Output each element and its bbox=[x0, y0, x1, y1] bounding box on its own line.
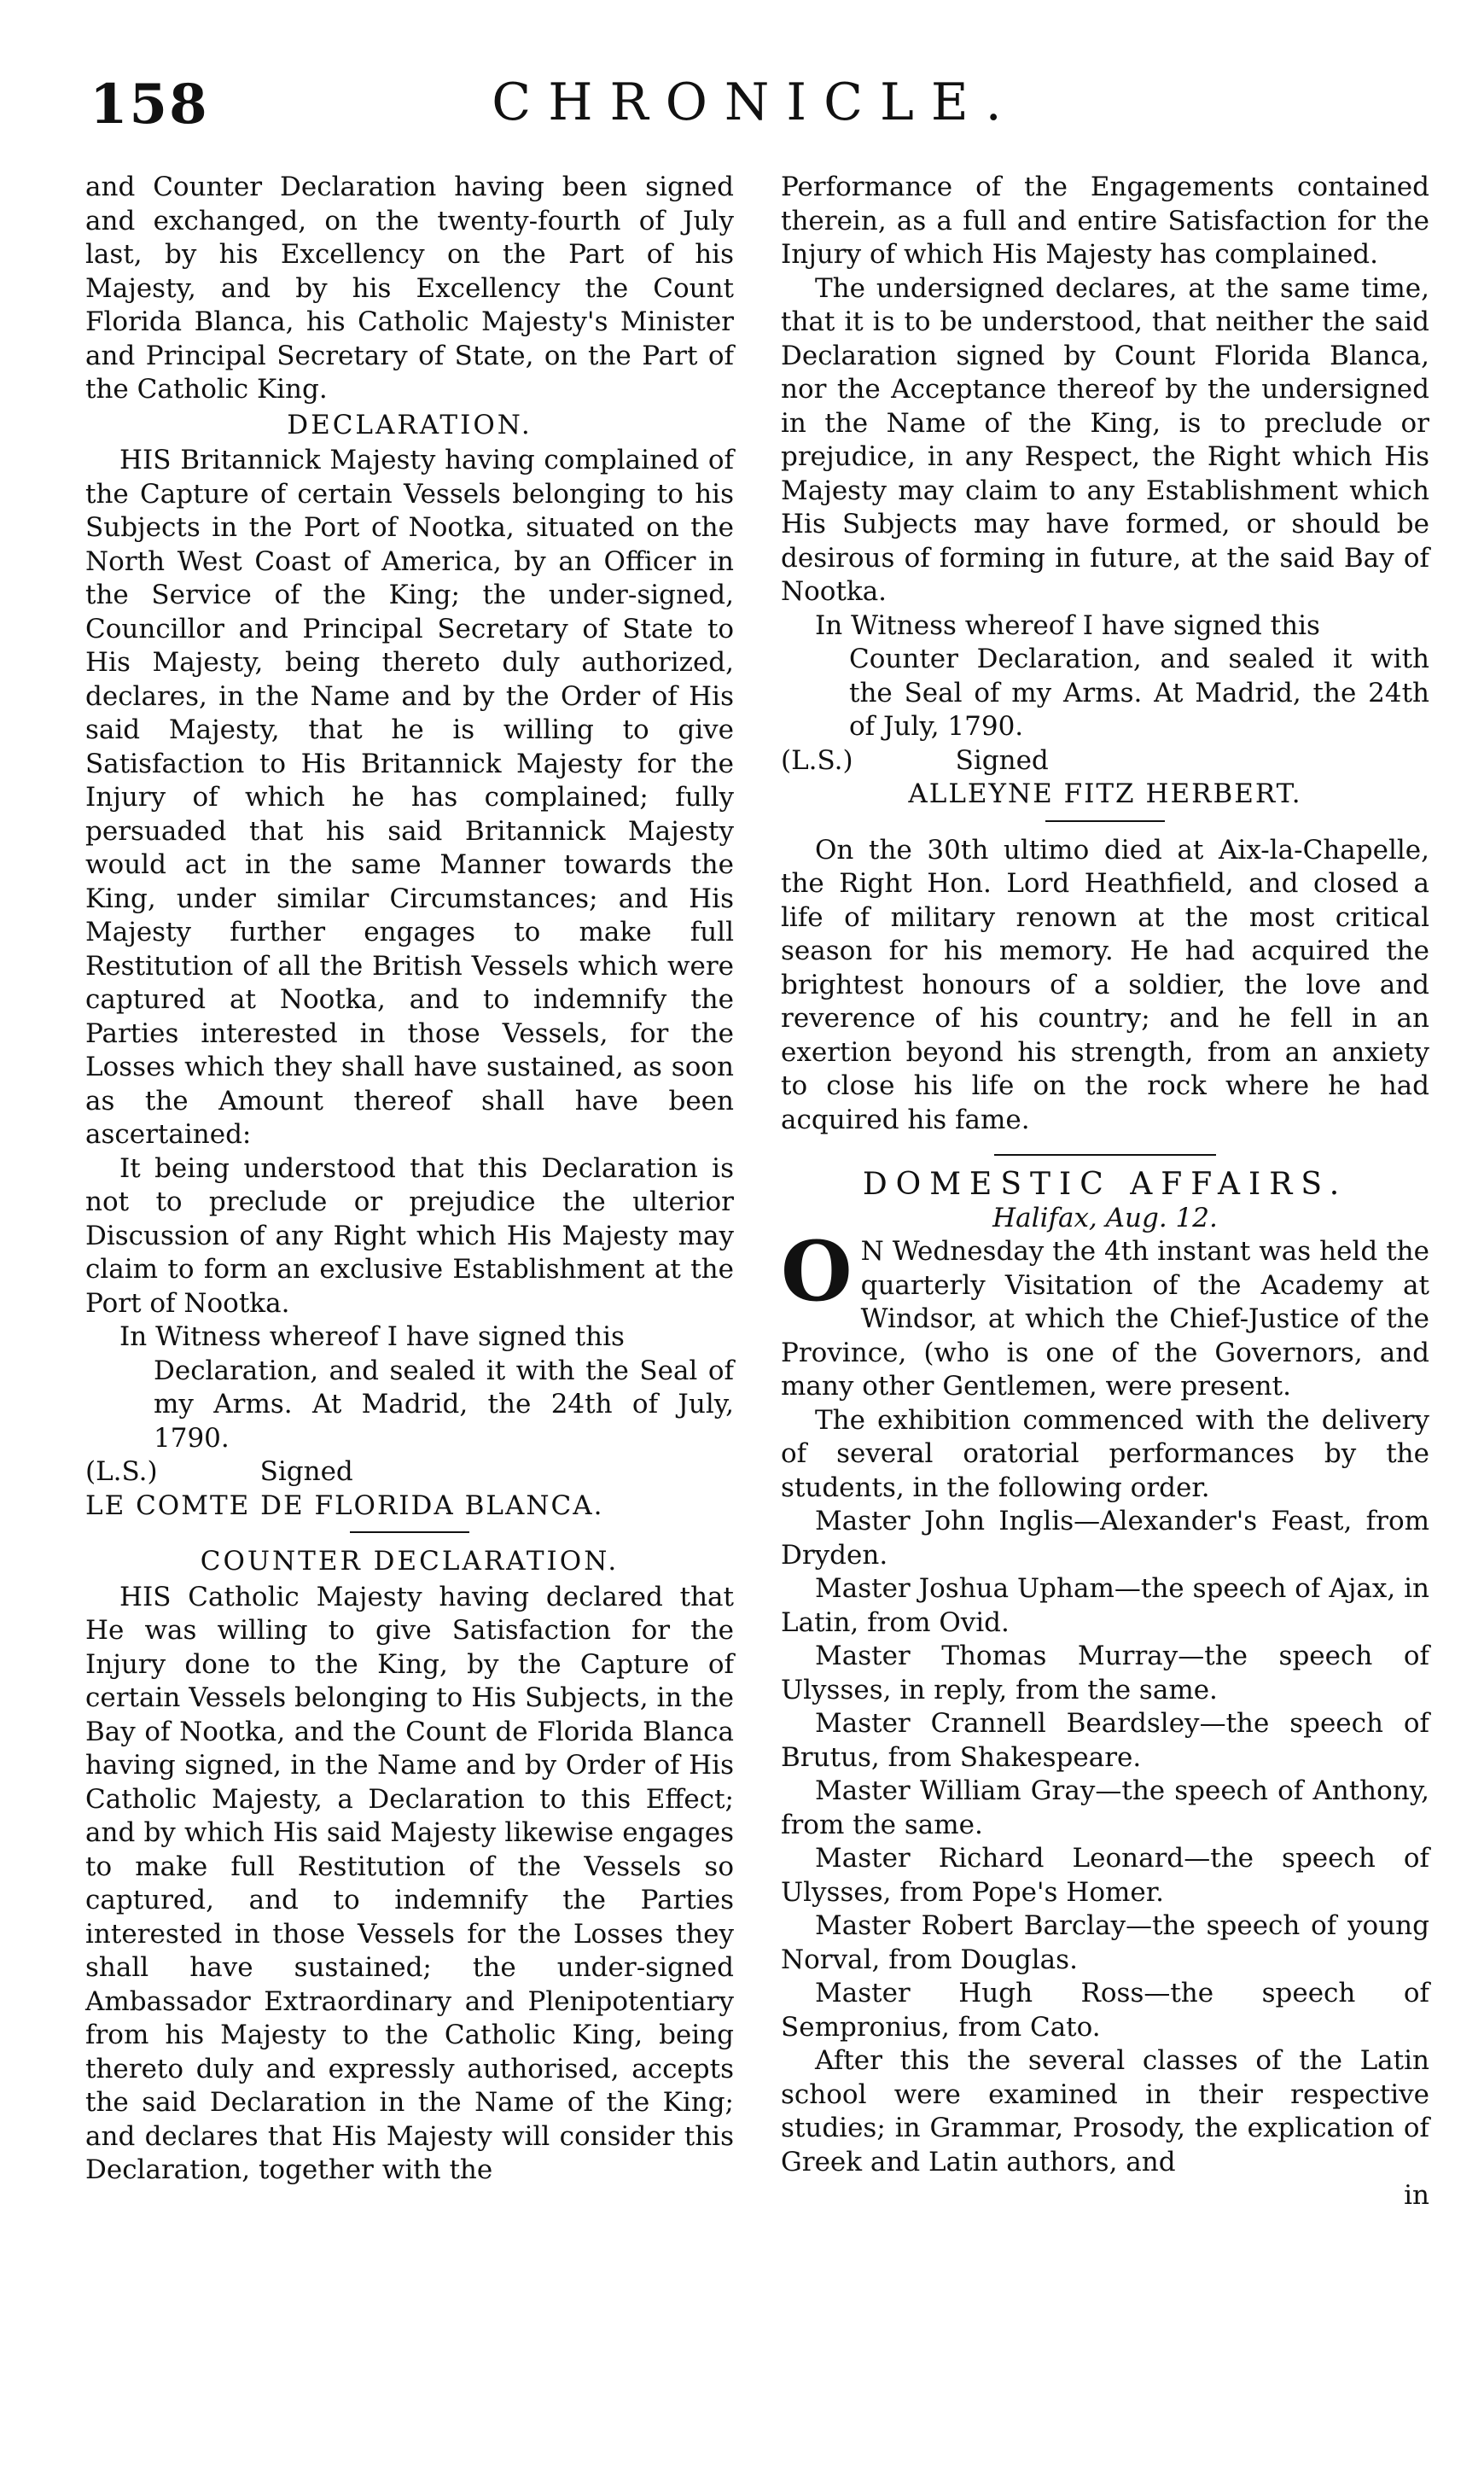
divider bbox=[994, 1154, 1216, 1156]
list-item: Master Thomas Murray—the speech of Ulysses, in reply, from the same. bbox=[781, 1641, 1429, 1705]
running-title: CHRONICLE. bbox=[492, 73, 1019, 132]
seal-mark: (L.S.) bbox=[781, 744, 853, 776]
witness-line: Counter Declaration, and sealed it with the Seal of my Arms. At Madrid, the 24th of July, 1790. bbox=[849, 644, 1429, 742]
declaration-paragraph: HIS Britannick Majesty having complained of the Capture of certain Vessels belonging to his Subjects in the Port of Nootka, situated on the North West Coast of America, by an Officer in the Service of the King; the under-signed, Councillor and Principal Secretary of State to His Majesty, being thereto duly authorized, declares, in the Name and by the Order of His said Majesty, that he is willing to give Satisfaction to His Britannick Majesty for the Injury of which he has complained; fully persuaded that his said Britannick Majesty would act in the same Manner towards the King, under similar Circumstances; and His Majesty further engages to make full Restitution of all the British Vessels which were captured at Nootka, and to indemnify the Parties interested in those Vessels, for the Losses which they shall have sustained, as soon as the Amount thereof shall have been ascertained: bbox=[85, 445, 734, 1150]
domestic-paragraph bbox=[781, 1223, 1429, 1404]
declaration-heading: DECLARATION. bbox=[287, 409, 532, 440]
counter-declaration-continued: Performance of the Engagements contained therein, as a full and entire Satisfaction for the Injury of which His Majesty has complained. bbox=[781, 172, 1429, 270]
list-item: Master William Gray—the speech of Anthony, from the same. bbox=[781, 1775, 1429, 1840]
signed-label: Signed bbox=[955, 744, 1049, 776]
list-item: Master John Inglis—Alexander's Feast, from Dryden. bbox=[781, 1506, 1429, 1571]
declaration-paragraph: It being understood that this Declaration is not to preclude or prejudice the ulterior Discussion of any Right which His Majesty may claim to form an exclusive Establishment at the Port of Nootka. bbox=[85, 1152, 734, 1319]
right-column bbox=[781, 171, 1429, 2213]
dateline: Halifax, Aug. 12. bbox=[992, 1202, 1218, 1233]
seal-mark: (L.S.) bbox=[85, 1456, 158, 1487]
signature-line bbox=[781, 744, 1429, 778]
signature-line bbox=[85, 1455, 734, 1490]
signer-name: ALLEYNE FITZ HERBERT. bbox=[908, 778, 1302, 809]
domestic-text: N Wednesday the 4th instant was held the quarterly Visitation of the Academy at Windsor, at which the Chief-Justice of the Province, (who is one of the Governors, and many other Gentlemen, were present. bbox=[781, 1236, 1429, 1402]
domestic-paragraph: The exhibition commenced with the delivery of several oratorial performances by the students, in the following order. bbox=[781, 1404, 1429, 1503]
witness-line: In Witness whereof I have signed this bbox=[119, 1321, 625, 1352]
section-title: DOMESTIC AFFAIRS. bbox=[862, 1167, 1348, 1202]
left-column bbox=[85, 171, 734, 2188]
list-item: Master Robert Barclay—the speech of young Norval, from Douglas. bbox=[781, 1910, 1429, 1975]
page-header bbox=[90, 73, 1421, 141]
list-item: Master Hugh Ross—the speech of Sempronius, from Cato. bbox=[781, 1978, 1429, 2043]
witness-line: Declaration, and sealed it with the Seal of my Arms. At Madrid, the 24th of July, 1790. bbox=[154, 1355, 734, 1454]
catchword: in bbox=[1404, 2180, 1429, 2211]
divider bbox=[1045, 820, 1165, 822]
intro-paragraph: and Counter Declaration having been signed and exchanged, on the twenty-fourth of July last, by his Excellency on the Part of his Majesty, and by his Excellency the Count Florida Blanca, his Catholic Majesty's Minister and Principal Secretary of State, on the Part of the Catholic King. bbox=[85, 172, 734, 405]
page-number: 158 bbox=[90, 73, 209, 137]
signed-label: Signed bbox=[259, 1456, 353, 1487]
counter-declaration-paragraph: The undersigned declares, at the same time, that it is to be understood, that neither the said Declaration signed by Count Florida Blanca, nor the Acceptance thereof by the undersigned in the Name of the King, is to preclude or prejudice, in any Respect, the Right which His Majesty may claim to any Establishment which His Subjects may have formed, or should be desirous of forming in future, at the said Bay of Nootka. bbox=[781, 272, 1429, 607]
list-item: Master Richard Leonard—the speech of Ulysses, from Pope's Homer. bbox=[781, 1843, 1429, 1908]
signer-name: LE COMTE DE FLORIDA BLANCA. bbox=[85, 1490, 604, 1521]
drop-cap: O bbox=[781, 1223, 853, 1320]
counter-declaration-heading: COUNTER DECLARATION. bbox=[200, 1546, 620, 1577]
divider bbox=[350, 1531, 469, 1533]
domestic-paragraph: After this the several classes of the Latin school were examined in their respective studies; in Grammar, Prosody, the explication of Greek and Latin authors, and bbox=[781, 2045, 1429, 2177]
obituary-paragraph: On the 30th ultimo died at Aix-la-Chapelle, the Right Hon. Lord Heathfield, and closed a life of military renown at the most critical season for his memory. He had acquired the brightest honours of a soldier, the love and reverence of his country; and he fell in an exertion beyond his strength, from an anxiety to close his life on the rock where he had acquired his fame. bbox=[781, 834, 1429, 1135]
list-item: Master Crannell Beardsley—the speech of Brutus, from Shakespeare. bbox=[781, 1708, 1429, 1773]
witness-line: In Witness whereof I have signed this bbox=[815, 609, 1320, 641]
program-list bbox=[781, 1505, 1429, 2044]
counter-declaration-paragraph: HIS Catholic Majesty having declared that He was willing to give Satisfaction for the Injury done to the King, by the Capture of certain Vessels belonging to His Subjects, in the Bay of Nootka, and the Count de Florida Blanca having signed, in the Name and by Order of His Catholic Majesty, a Declaration to this Effect; and by which His said Majesty likewise engages to make full Restitution of the Vessels so captured, and to indemnify the Parties interested in those Vessels for the Losses they shall have sustained; the under-signed Ambassador Extraordinary and Plenipotentiary from his Majesty to the Catholic King, being thereto duly and expressly authorised, accepts the said Declaration in the Name of the King; and declares that His Majesty will consider this Declaration, together with the bbox=[85, 1581, 734, 2185]
list-item: Master Joshua Upham—the speech of Ajax, in Latin, from Ovid. bbox=[781, 1573, 1429, 1638]
